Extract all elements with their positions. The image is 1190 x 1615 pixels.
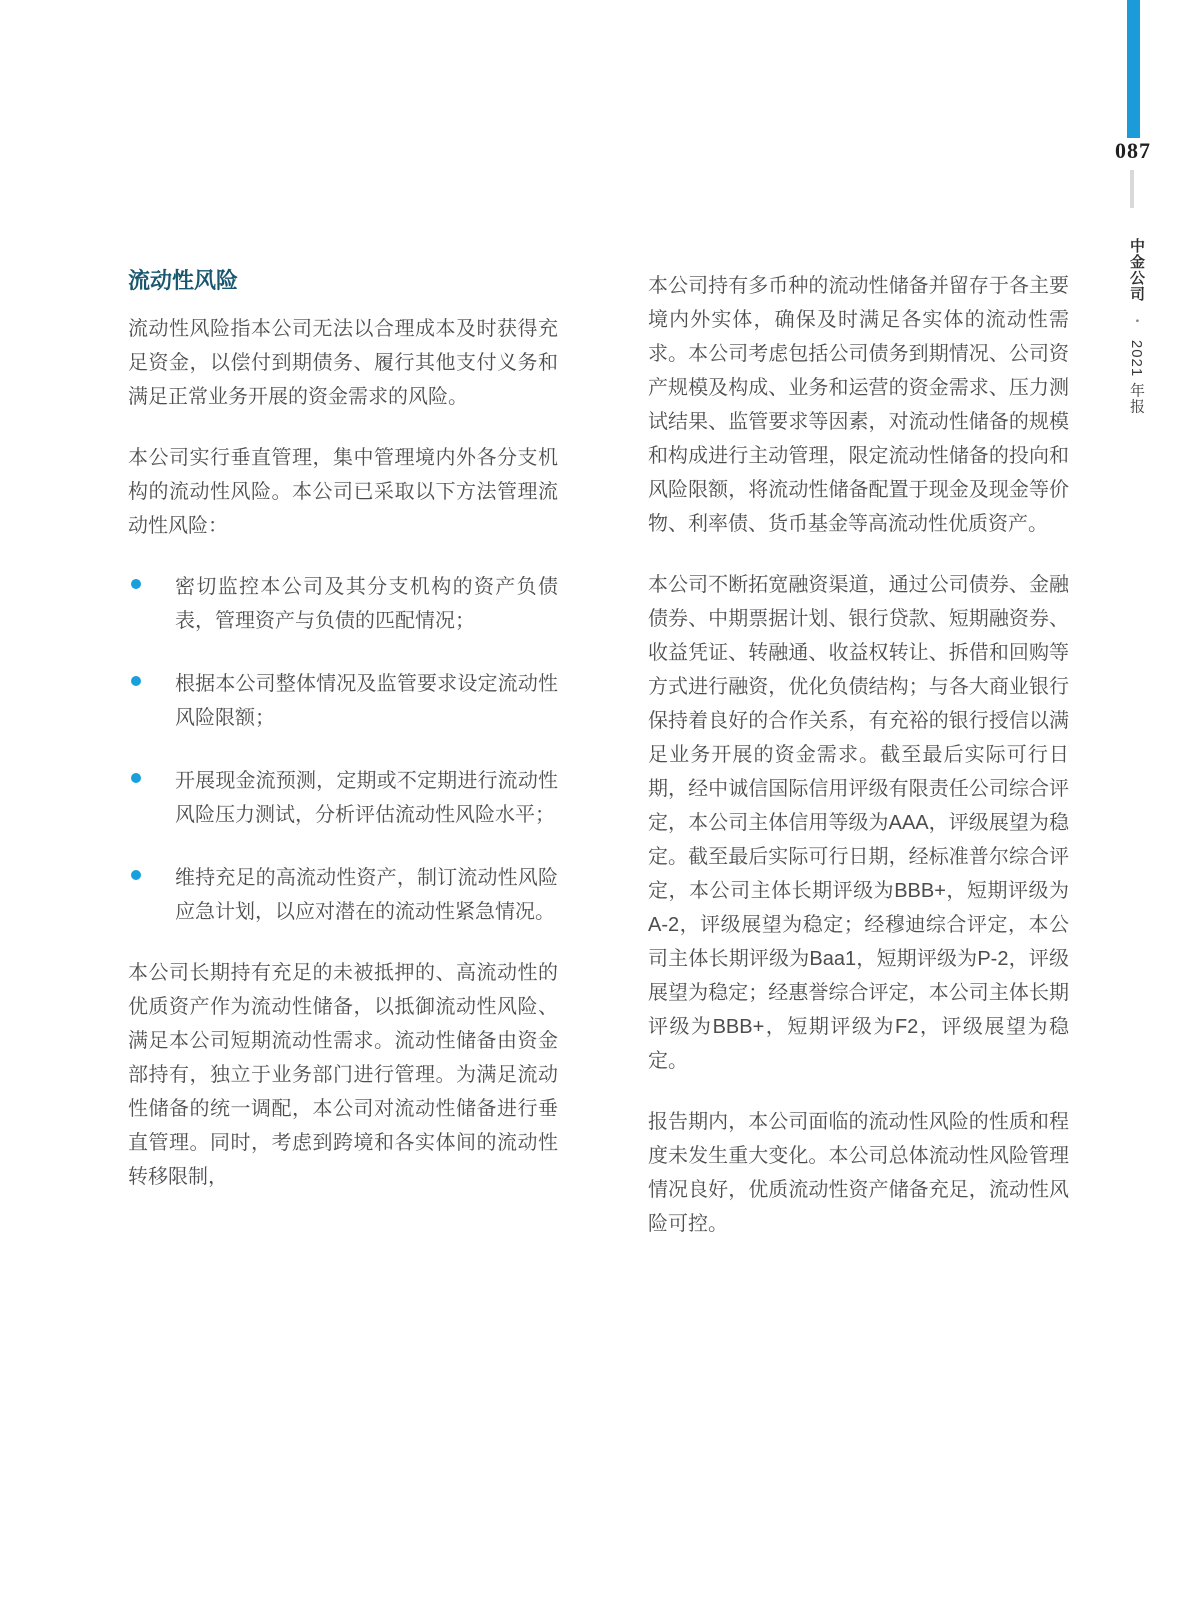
left-column [128,266,558,1194]
right-paragraph-2: 本公司不断拓宽融资渠道，通过公司债券、金融债券、中期票据计划、银行贷款、短期融资券、收益凭证、转融通、收益权转让、拆借和回购等方式进行融资，优化负债结构；与各大商业银行保持着良好的合作关系，有充裕的银行授信以满足业务开展的资金需求。截至最后实际可行日期，经中诚信国际信用评级有限责任公司综合评定，本公司主体信用等级为AAA，评级展望为稳定。截至最后实际可行日期，经标准普尔综合评定，本公司主体长期评级为BBB+，短期评级为A-2，评级展望为稳定；经穆迪综合评定，本公司主体长期评级为Baa1，短期评级为P-2，评级展望为稳定；经惠誉综合评定，本公司主体长期评级为BBB+，短期评级为F2，评级展望为稳定。 [648,574,1069,1072]
left-paragraph-1: 流动性风险指本公司无法以合理成本及时获得充足资金，以偿付到期债务、履行其他支付义务和满足正常业务开展的资金需求的风险。 [128,318,558,408]
page-number: 087 [1115,138,1151,163]
right-paragraph-1: 本公司持有多币种的流动性储备并留存于各主要境内外实体，确保及时满足各实体的流动性需求。本公司考虑包括公司债务到期情况、公司资产规模及构成、业务和运营的资金需求、压力测试结果、监管要求等因素，对流动性储备的规模和构成进行主动管理，限定流动性储备的投向和风险限额，将流动性储备配置于现金及现金等价物、利率债、货币基金等高流动性优质资产。 [648,275,1069,535]
bullet-text: 根据本公司整体情况及监管要求设定流动性风险限额； [175,673,558,729]
report-year: 2021 年报 [1128,339,1145,415]
section-heading: 流动性风险 [128,268,239,293]
right-column [648,269,1069,1241]
left-paragraph-3: 本公司长期持有充足的未被抵押的、高流动性的优质资产作为流动性储备，以抵御流动性风险、满足本公司短期流动性需求。流动性储备由资金部持有，独立于业务部门进行管理。为满足流动性储备的统一调配，本公司对流动性储备进行垂直管理。同时，考虑到跨境和各实体间的流动性转移限制， [128,962,558,1188]
bullet-item [128,861,558,929]
ring-bullet-icon [131,773,141,783]
left-paragraph-2: 本公司实行垂直管理，集中管理境内外各分支机构的流动性风险。本公司已采取以下方法管理流动性风险： [128,447,558,537]
ring-bullet-icon [131,579,141,589]
ring-bullet-icon [131,676,141,686]
bullet-list [128,570,558,929]
bullet-text: 维持充足的高流动性资产，制订流动性风险应急计划，以应对潜在的流动性紧急情况。 [175,867,558,923]
bullet-item [128,764,558,832]
bullet-text: 密切监控本公司及其分支机构的资产负债表，管理资产与负债的匹配情况； [175,576,558,632]
bullet-text: 开展现金流预测，定期或不定期进行流动性风险压力测试，分析评估流动性风险水平； [175,770,558,826]
separator-dot-icon: • [1131,319,1142,323]
right-paragraph-3: 报告期内，本公司面临的流动性风险的性质和程度未发生重大变化。本公司总体流动性风险管理情况良好，优质流动性资产储备充足，流动性风险可控。 [648,1111,1069,1235]
bullet-item [128,667,558,735]
accent-bar [1127,0,1140,138]
company-name: 中金公司 [1128,238,1145,302]
sidebar-vertical-label [1126,238,1147,414]
divider-tick [1130,170,1134,208]
bullet-item [128,570,558,638]
ring-bullet-icon [131,870,141,880]
